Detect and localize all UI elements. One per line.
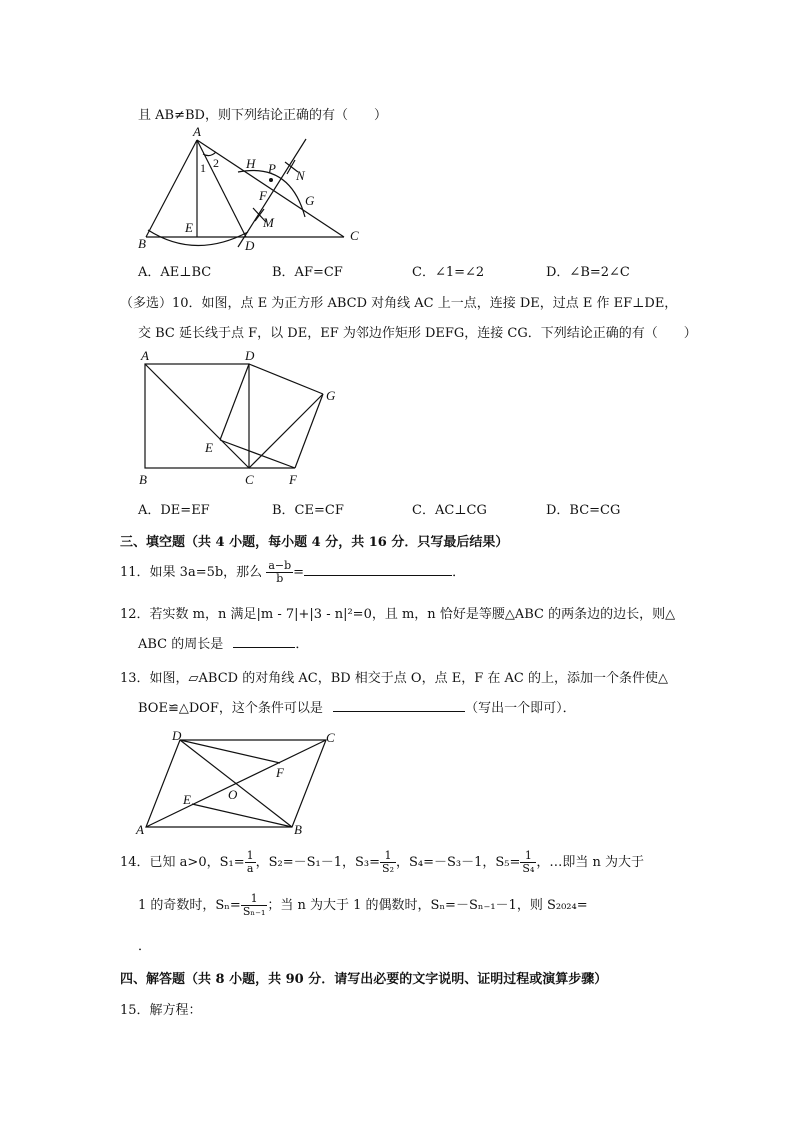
q13-line2-text: BOE≌△DOF，这个条件可以是 [138,701,323,716]
q9-option-a: A．AE⊥BC [138,265,212,280]
q14-s4-text: ，S₄=－S₃－1， [395,855,496,870]
q14-line2 [138,893,588,918]
q9-label-P: P [268,161,276,176]
q9-label-B: B [138,236,146,251]
q14-s5-num: 1 [520,850,536,863]
q14-line2-b: ；当 n 为大于 1 的偶数时，Sₙ=－Sₙ₋₁－1，则 S₂₀₂₄= [267,898,588,913]
q14-s1-num: 1 [246,849,254,862]
q13-answer-blank[interactable] [333,699,465,712]
q14-s1-den: a [246,862,254,875]
q14-tail1: ，…即当 n 为大于 [536,855,644,870]
q9-label-H: H [246,156,256,171]
q10-tag: （多选） [120,296,173,311]
q9-label-angle-1: 1 [200,161,206,175]
q10-text1: 10．如图，点 E 为正方形 ABCD 对角线 AC 上一点，连接 DE，过点 E 作 EF⊥DE， [172,296,678,311]
q14-sn-num: 1 [241,893,268,906]
q14-sn-label: Sₙ= [215,898,241,913]
q10-seg-EF [220,440,295,468]
q13-label-C: C [326,730,335,745]
q9-label-angle-2: 2 [213,156,219,170]
q9-label-D: D [245,238,255,253]
q9-point-P [269,178,273,182]
section3-title: 三、填空题（共 4 小题，每小题 4 分，共 16 分．只写最后结果） [120,535,509,550]
q14-s3-fraction [380,850,396,875]
q9-option-b: B．AF=CF [272,265,343,280]
q14-prefix: 14．已知 a>0， [120,855,220,870]
q13-line2-tail: （写出一个即可）． [465,701,576,716]
q10-label-C: C [245,472,254,487]
q9-label-A: A [193,124,201,139]
q9-label-G: G [305,193,315,208]
q14-s1-label: S₁= [219,855,245,870]
q10-option-d: D．BC=CG [546,503,621,518]
q9-label-F: F [259,188,267,203]
q13-label-D: D [172,728,182,743]
q9-option-d: D．∠B=2∠C [546,265,630,280]
q13-label-O: O [228,787,238,802]
q10-seg-GF [295,394,323,468]
q9-label-C: C [350,228,359,243]
q10-line2: 交 BC 延长线于点 F，以 DE，EF 为邻边作矩形 DEFG，连接 CG．下列结论正确的有（ ） [138,326,697,341]
q14-s2-text: ，S₂=－S₁－1， [255,855,356,870]
q10-label-D: D [245,348,255,363]
q13-line1: 13．如图，▱ABCD 的对角线 AC，BD 相交于点 O，点 E，F 在 AC 的上，添加一个条件使△ [120,671,668,686]
q14-s1-fraction [245,850,256,875]
q10-label-A: A [141,348,149,363]
q11-frac-num: a−b [268,559,292,572]
q14-s5-fraction [520,850,536,875]
q14-s3-den: S₂ [382,862,394,875]
q11 [120,560,465,585]
q14-s3-num: 1 [380,850,396,863]
q13-label-E: E [183,792,191,807]
q10-option-b: B．CE=CF [272,503,344,518]
q9-arc-bottom [148,230,248,246]
q14-s5-den: S₄ [522,862,535,875]
q15-label: 15．解方程： [120,1003,202,1018]
q12-end: ． [295,637,309,652]
q14-line3: ． [138,939,152,954]
q13-figure [130,724,345,840]
q10-option-c: C．AC⊥CG [412,503,487,518]
q9-label-M: M [263,215,274,230]
q10-seg-CG [249,394,323,468]
q10-seg-AC [145,364,249,468]
q13-label-A: A [136,822,144,837]
q14-line2-a: 1 的奇数时， [138,898,216,913]
q10-label-E: E [205,440,213,455]
q13-line2 [138,697,576,716]
q10-seg-DG [249,364,323,394]
q9-label-N: N [296,168,305,183]
q11-answer-blank[interactable] [304,563,452,576]
q11-frac-den: b [276,572,284,585]
q10-figure [135,346,345,491]
q11-suffix: = [293,565,305,580]
q14-s5-label: S₅= [495,855,521,870]
section4-title: 四、解答题（共 8 小题，共 90 分．请写出必要的文字说明、证明过程或演算步骤） [120,972,608,987]
q13-label-B: B [294,822,302,837]
q14-sn-den: Sₙ₋₁ [242,905,266,918]
q11-end: ． [452,565,466,580]
q10-label-F: F [289,472,297,487]
q10-option-a: A．DE=EF [138,503,210,518]
q11-fraction [266,560,293,585]
q12-answer-blank[interactable] [233,635,295,648]
q12-line2 [138,633,308,652]
q14-line1 [120,850,644,875]
q13-label-F: F [276,765,284,780]
q12-line2-text: ABC 的周长是 [138,637,224,652]
q9-option-c: C．∠1=∠2 [412,265,485,280]
q9-figure [130,122,370,254]
q10-seg-DE [220,364,249,440]
q10-line1 [120,292,677,311]
q9-stem-tail: 且 AB≠BD，则下列结论正确的有（ ） [138,108,387,123]
q12-line1: 12．若实数 m，n 满足|m - 7|+|3 - n|²=0，且 m，n 恰好是等腰△ABC 的两条边的边长，则△ [120,607,676,622]
q14-sn-fraction [241,893,268,918]
q11-prefix: 11．如果 3a=5b，那么 [120,565,263,580]
q9-label-E: E [185,220,193,235]
q10-label-G: G [326,388,336,403]
q10-label-B: B [139,472,147,487]
q14-s3-label: S₃= [355,855,381,870]
